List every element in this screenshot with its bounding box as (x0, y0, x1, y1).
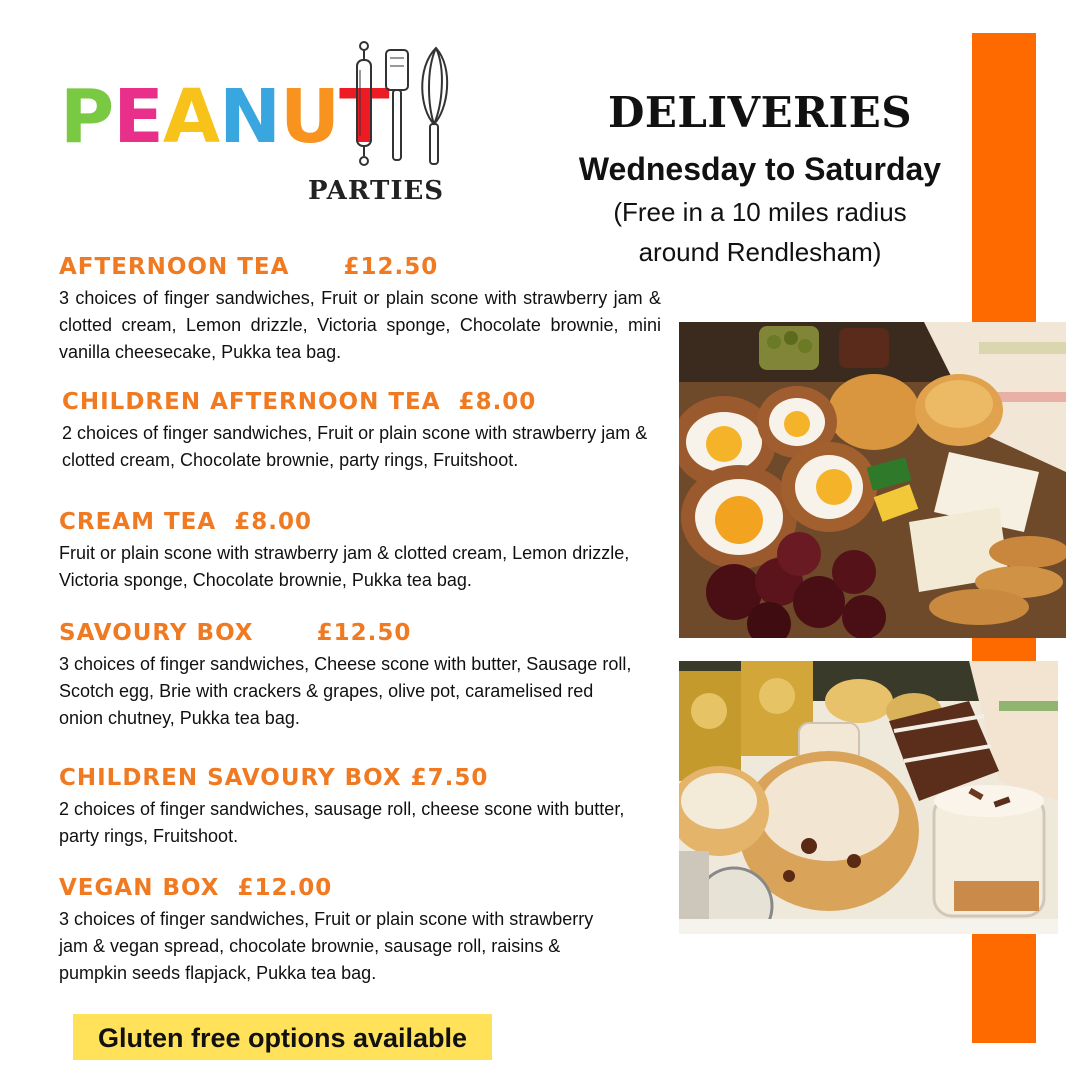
whisk-icon (422, 48, 447, 164)
deliveries-title: DELIVERIES (607, 88, 913, 137)
logo-letter: T (339, 74, 389, 160)
menu-item-vegan-box (59, 874, 604, 987)
logo-letter: A (162, 74, 220, 160)
menu-item-description: 2 choices of finger sandwiches, sausage roll, cheese scone with butter, party rings, Fruitshoot. (59, 799, 625, 846)
menu-item-description: 3 choices of finger sandwiches, Cheese scone with butter, Sausage roll, Scotch egg, Brie with crackers & grapes, olive pot, caramelised red onion chutney, Pukka tea bag. (59, 654, 632, 728)
gluten-free-banner: Gluten free options available (73, 1014, 492, 1060)
logo-subtitle: PARTIES (308, 176, 445, 206)
logo-letter: N (219, 74, 281, 160)
menu-item-description: 3 choices of finger sandwiches, Fruit or plain scone with strawberry jam & clotted cream, Lemon drizzle, Victoria sponge, Chocolate brownie, mini vanilla cheesecake, Pukka tea bag. (59, 288, 661, 362)
deliveries-info (545, 88, 975, 272)
menu-item-children-afternoon-tea (62, 388, 657, 474)
menu-item-description: 3 choices of finger sandwiches, Fruit or plain scone with strawberry jam & vegan spread, chocolate brownie, sausage roll, raisins & pumpkin seeds flapjack, Pukka tea bag. (59, 909, 594, 983)
logo-letter: U (280, 74, 340, 160)
logo-letter: P (60, 74, 114, 160)
logo-wordmark (60, 74, 389, 160)
menu-item-title: CREAM TEA £8.00 (59, 509, 312, 535)
menu-item-children-savoury-box (59, 764, 639, 850)
peanut-parties-logo (60, 40, 460, 220)
menu-item-savoury-box (59, 619, 634, 732)
savoury-box-photo (679, 322, 1066, 638)
menu-item-title: AFTERNOON TEA £12.50 (59, 254, 439, 280)
menu-item-cream-tea (59, 508, 634, 594)
menu-item-title: SAVOURY BOX £12.50 (59, 620, 412, 646)
menu-item-title: CHILDREN SAVOURY BOX £7.50 (59, 765, 489, 791)
logo-letter: E (113, 74, 163, 160)
spatula-icon (386, 50, 408, 160)
menu-item-title: CHILDREN AFTERNOON TEA £8.00 (62, 389, 537, 415)
menu-item-description: Fruit or plain scone with strawberry jam & clotted cream, Lemon drizzle, Victoria sponge, Chocolate brownie, Pukka tea bag. (59, 543, 630, 590)
menu-item-title: VEGAN BOX £12.00 (59, 875, 333, 901)
rolling-pin-icon (357, 42, 371, 165)
menu-item-description: 2 choices of finger sandwiches, Fruit or plain scone with strawberry jam & clotted cream, Chocolate brownie, party rings, Fruitshoot. (62, 423, 648, 470)
afternoon-tea-photo (679, 661, 1058, 934)
baking-tools-icon (350, 40, 460, 170)
delivery-days: Wednesday to Saturday (578, 151, 942, 187)
menu-item-afternoon-tea (59, 253, 661, 366)
delivery-note-line: (Free in a 10 miles radius (613, 197, 907, 227)
delivery-note-line: around Rendlesham) (638, 237, 882, 267)
